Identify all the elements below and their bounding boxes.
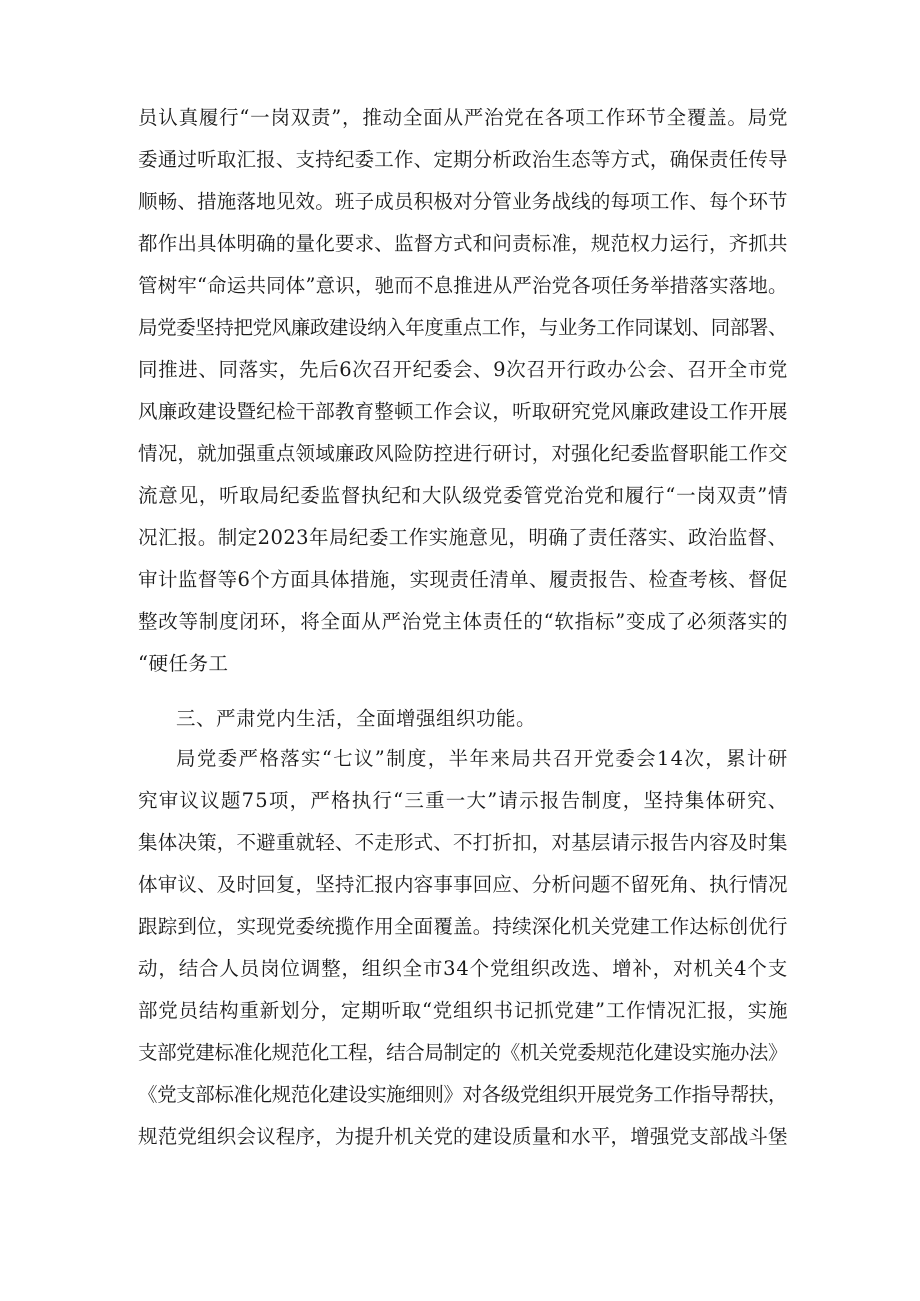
text-line: 况汇报。制定2023年局纪委工作实施意见，明确了责任落实、政治监督、	[138, 526, 788, 549]
text-line: 动，结合人员岗位调整，组织全市34个党组织改选、增补，对机关4个支	[138, 957, 789, 980]
text-line: 体审议、及时回复，坚持汇报内容事事回应、分析问题不留死角、执行情况	[138, 873, 788, 896]
text-line: 顺畅、措施落地见效。班子成员积极对分管业务战线的每项工作、每个环节	[138, 190, 788, 213]
text-line: 部党员结构重新划分，定期听取“党组织书记抓党建”工作情况汇报，实施	[138, 999, 789, 1022]
text-line: 支部党建标准化规范化工程，结合局制定的《机关党委规范化建设实施办法》	[138, 1041, 788, 1064]
text-line: 审计监督等6个方面具体措施，实现责任清单、履责报告、检查考核、督促	[138, 568, 788, 591]
text-line: 风廉政建设暨纪检干部教育整顿工作会议，听取研究党风廉政建设工作开展	[138, 400, 788, 423]
text-line: 整改等制度闭环，将全面从严治党主体责任的“软指标”变成了必须落实的	[138, 610, 789, 633]
text-line: 《党支部标准化规范化建设实施细则》对各级党组织开展党务工作指导帮扶，	[138, 1083, 788, 1106]
text-line: 规范党组织会议程序，为提升机关党的建设质量和水平，增强党支部战斗堡	[138, 1125, 788, 1148]
text-line: 集体决策，不避重就轻、不走形式、不打折扣，对基层请示报告内容及时集	[138, 831, 788, 854]
text-line: 同推进、同落实，先后6次召开纪委会、9次召开行政办公会、召开全市党	[138, 358, 788, 381]
text-line: 流意见，听取局纪委监督执纪和大队级党委管党治党和履行“一岗双责”情	[138, 484, 789, 507]
text-line: 员认真履行“一岗双责”，推动全面从严治党在各项工作环节全覆盖。局党	[138, 106, 789, 129]
text-line: 情况，就加强重点领域廉政风险防控进行研讨，对强化纪委监督职能工作交	[138, 442, 788, 465]
text-line: 都作出具体明确的量化要求、监督方式和问责标准，规范权力运行，齐抓共	[138, 232, 788, 255]
text-line: 管树牢“命运共同体”意识，驰而不息推进从严治党各项任务举措落实落地。	[138, 274, 788, 297]
text-line: “硬任务工	[138, 652, 229, 675]
text-line: 跟踪到位，实现党委统揽作用全面覆盖。持续深化机关党建工作达标创优行	[138, 915, 788, 938]
section-heading: 三、严肃党内生活，全面增强组织功能。	[176, 707, 537, 730]
text-line: 局党委严格落实“七议”制度，半年来局共召开党委会14次，累计研	[176, 747, 789, 770]
text-line: 局党委坚持把党风廉政建设纳入年度重点工作，与业务工作同谋划、同部署、	[138, 316, 788, 339]
text-line: 委通过听取汇报、支持纪委工作、定期分析政治生态等方式，确保责任传导	[138, 148, 788, 171]
text-line: 究审议议题75项，严格执行“三重一大”请示报告制度，坚持集体研究、	[138, 789, 789, 812]
